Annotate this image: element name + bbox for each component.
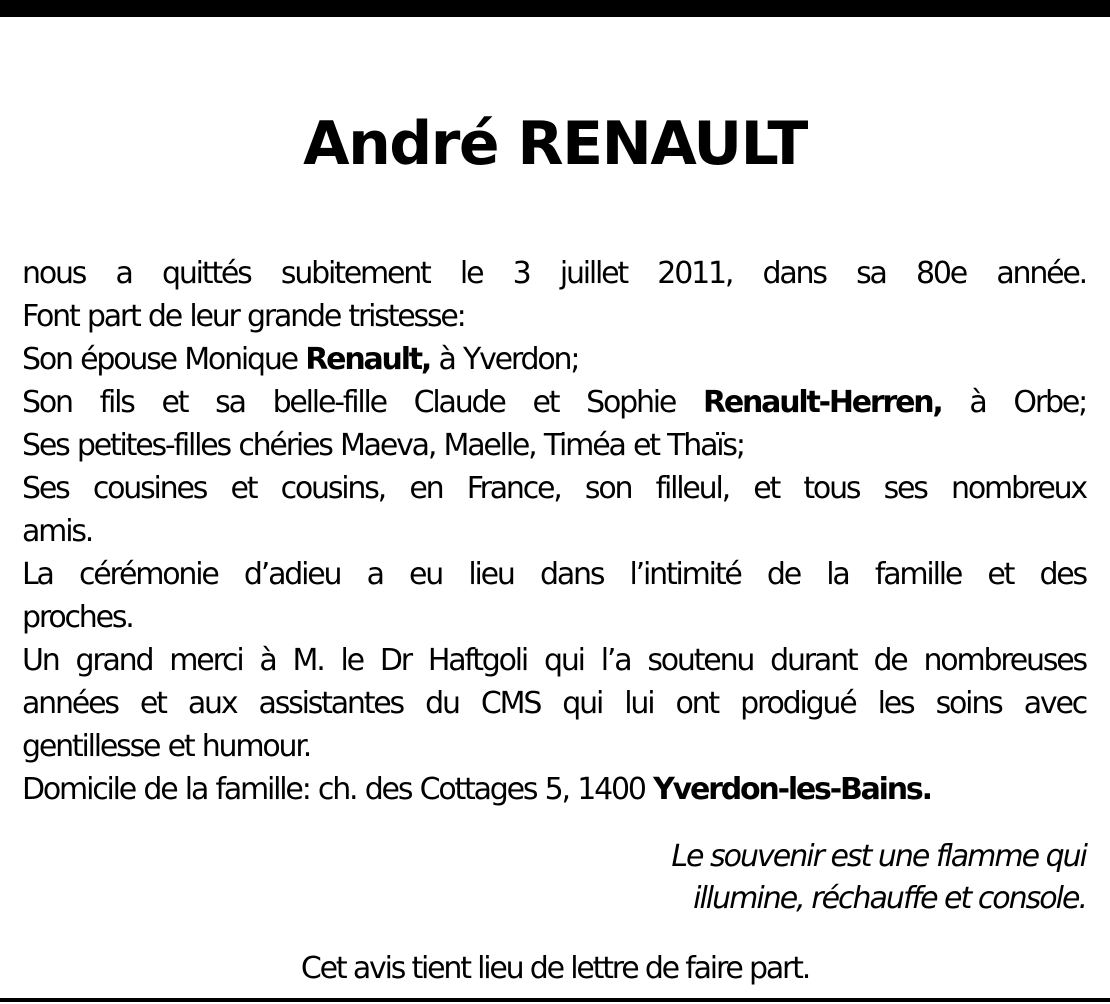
notice-body (22, 252, 1086, 811)
son-location: à Orbe; (941, 385, 1086, 420)
body-line-5: Ses petites-filles chéries Maeva, Maelle, Timéa et Thaïs; (22, 428, 744, 463)
spouse-intro: Son épouse Monique (22, 342, 306, 377)
son-intro: Son fils et sa belle-fille Claude et Sophie (22, 385, 703, 420)
top-border (0, 0, 1110, 17)
body-line-4 (22, 381, 1086, 424)
body-line-13 (22, 768, 1086, 811)
address-intro: Domicile de la famille: ch. des Cottages 5, 1400 (22, 772, 654, 807)
bottom-border (0, 998, 1110, 1002)
spouse-location: à Yverdon; (430, 342, 579, 377)
quote-line-2: illumine, réchauffe et console. (693, 881, 1086, 916)
body-line-1: nous a quittés subitement le 3 juillet 2011, dans sa 80e année. (22, 256, 1086, 291)
address-city: Yverdon-les-Bains. (653, 772, 931, 807)
closing-note (0, 948, 1110, 990)
quote-line-1: Le souvenir est une flamme qui (671, 839, 1086, 874)
son-surname: Renault-Herren, (702, 385, 942, 420)
body-line-7: amis. (22, 514, 93, 549)
body-line-6: Ses cousines et cousins, en France, son filleul, et tous ses nombreux (22, 471, 1086, 506)
body-line-9: proches. (22, 600, 133, 635)
memorial-quote (400, 836, 1086, 920)
body-line-2: Font part de leur grande tristesse: (22, 299, 465, 334)
body-line-12: gentillesse et humour. (22, 729, 311, 764)
body-line-11: années et aux assistantes du CMS qui lui ont prodigué les soins avec (22, 686, 1086, 721)
body-line-8: La cérémonie d’adieu a eu lieu dans l’intimité de la famille et des (22, 557, 1086, 592)
body-line-3 (22, 338, 1086, 381)
deceased-name-title: André RENAULT (303, 109, 807, 179)
body-line-10: Un grand merci à M. le Dr Haftgoli qui l’a soutenu durant de nombreuses (22, 643, 1086, 678)
spouse-surname: Renault, (305, 342, 431, 377)
closing-text: Cet avis tient lieu de lettre de faire part. (300, 951, 810, 986)
